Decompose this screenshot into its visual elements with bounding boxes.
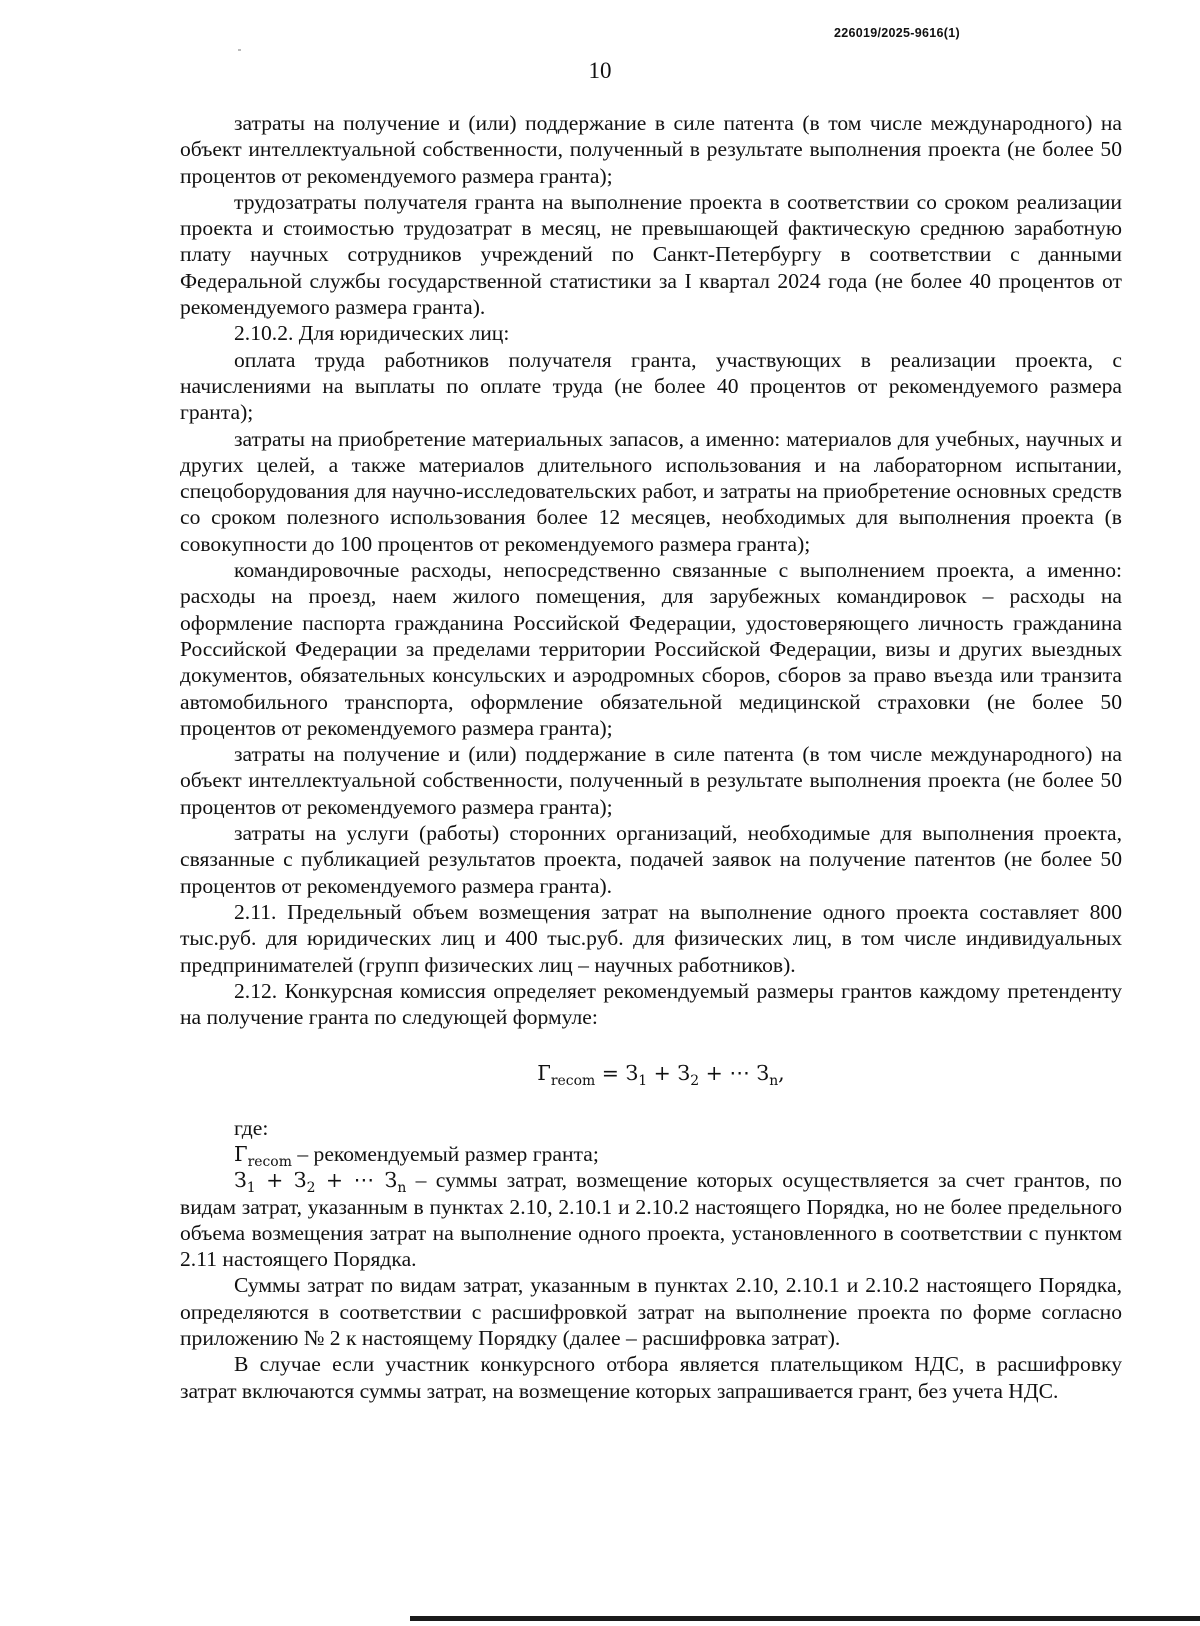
paragraph-where: где: — [234, 1115, 269, 1140]
paragraph-labor-costs: трудозатраты получателя гранта на выполнение проекта в соответствии со сроком реализации проекта и стоимостью трудозатрат в месяц, не превышающей фактическую среднюю заработную плату научных сотрудников учреждений по Санкт-Петербургу в соответствии с данными Федеральной службы государственной статистики за I квартал 2024 года (не более 40 процентов от рекомендуемого размера гранта). — [180, 189, 1122, 320]
paragraph-patent-costs-legal: затраты на получение и (или) поддержание в силе патента (в том числе международного) на объект интеллектуальной собственности, полученный в результате выполнения проекта (не более 50 процентов от рекомендуемого размера гранта); — [180, 742, 1122, 819]
sum-symbol: $З_1 + З_2$ + ⋯ $З_n$ — [234, 1168, 407, 1197]
paragraph-2-12: 2.12. Конкурсная комиссия определяет рекомендуемый размеры грантов каждому претенденту на получение гранта по следующей формуле: — [180, 978, 1122, 1030]
document-body — [180, 110, 1122, 1404]
grecom-symbol: $Г_{recom}$ — [234, 1141, 292, 1170]
paragraph-legal-entities-heading: 2.10.2. Для юридических лиц: — [234, 321, 510, 346]
paragraph-travel: командировочные расходы, непосредственно связанные с выполнением проекта, а именно: расходы на проезд, наем жилого помещения, для зарубежных командировок – расходы на оформление паспорта гражданина Российской Федерации, удостоверяющего личность гражданина Российской Федерации за пределами территории Российской Федерации, визы и других выездных документов, обязательных консульских и аэродромных сборов, сборов за право въезда или транзита автомобильного транспорта, оформление обязательной медицинской страховки (не более 50 процентов от рекомендуемого размера гранта); — [180, 558, 1122, 740]
paragraph-vat: В случае если участник конкурсного отбора является плательщиком НДС, в расшифровку затрат включаются суммы затрат, на возмещение которых запрашивается грант, без учета НДС. — [180, 1352, 1122, 1403]
paragraph-wages: оплата труда работников получателя гранта, участвующих в реализации проекта, с начислениями на выплаты по оплате труда (не более 40 процентов от рекомендуемого размера гранта); — [180, 347, 1122, 425]
scan-speck — [238, 49, 241, 51]
page-number: 10 — [588, 58, 612, 83]
scan-bottom-edge — [410, 1616, 1200, 1621]
document-id: 226019/2025-9616(1) — [834, 26, 960, 40]
paragraph-sum-definition: $З_1 + З_2$ + ⋯ $З_n$ – суммы затрат, возмещение которых осуществляется за счет грантов, по видам затрат, указанным в пунктах 2.10, 2.10.1 и 2.10.2 настоящего Порядка, но не более предельного объема возмещения затрат на выполнение одного проекта, установленного в соответствии с пунктом 2.11 настоящего Порядка. — [180, 1168, 1122, 1272]
grant-formula: $Г_{recom} = З_1 + З_2$ + ⋯ $З_n$, — [537, 1061, 785, 1090]
paragraph-cost-breakdown: Суммы затрат по видам затрат, указанным в пунктах 2.10, 2.10.1 и 2.10.2 настоящего Порядка, определяются в соответствии с расшифровкой затрат на выполнение проекта по форме согласно приложению № 2 к настоящему Порядку (далее – расшифровка затрат). — [180, 1273, 1122, 1351]
paragraph-patent-costs: затраты на получение и (или) поддержание в силе патента (в том числе международного) на объект интеллектуальной собственности, полученный в результате выполнения проекта (не более 50 процентов от рекомендуемого размера гранта); — [180, 111, 1122, 188]
paragraph-2-11: 2.11. Предельный объем возмещения затрат на выполнение одного проекта составляет 800 тыс.руб. для юридических лиц и 400 тыс.руб. для физических лиц, в том числе индивидуальных предпринимателей (групп физических лиц – научных работников). — [180, 899, 1122, 977]
paragraph-grecom-definition: $Г_{recom}$ – рекомендуемый размер гранта; — [234, 1141, 599, 1170]
paragraph-materials: затраты на приобретение материальных запасов, а именно: материалов для учебных, научных и других целей, а также материалов длительного использования и на лабораторном испытании, спецоборудования для научно-исследовательских работ, и затраты на приобретение основных средств со сроком полезного использования более 12 месяцев, необходимых для выполнения проекта (в совокупности до 100 процентов от рекомендуемого размера гранта); — [180, 426, 1122, 556]
paragraph-third-party-services: затраты на услуги (работы) сторонних организаций, необходимые для выполнения проекта, связанные с публикацией результатов проекта, подачей заявок на получение патентов (не более 50 процентов от рекомендуемого размера гранта). — [180, 821, 1122, 898]
